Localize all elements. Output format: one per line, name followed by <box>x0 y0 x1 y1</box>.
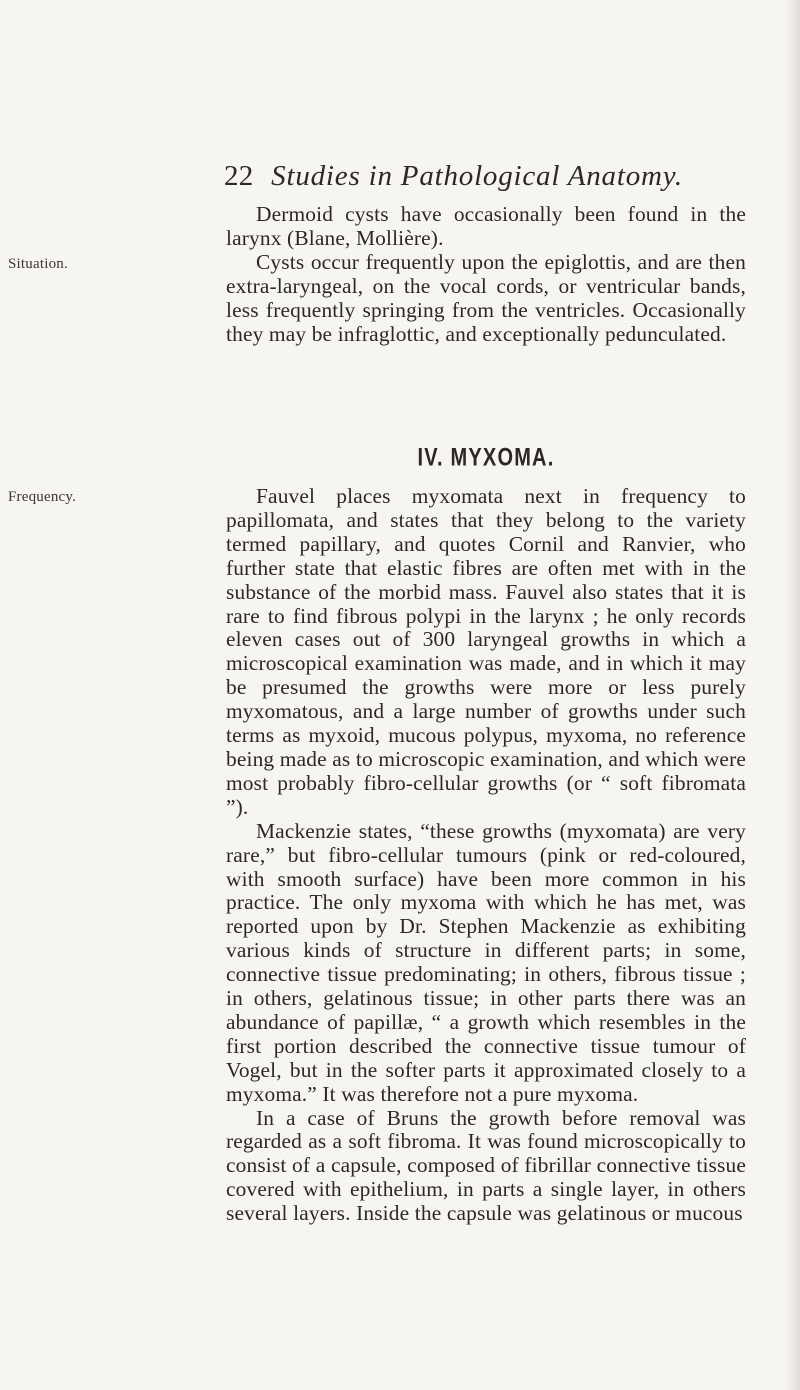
running-title: Studies in Pathological Anatomy. <box>271 160 683 192</box>
paragraph-fauvel: Fauvel places myxomata next in frequency to papillomata, and states that they belong to the variety termed papillary, and quotes Cornil and Ranvier, who further state that elastic fibres are often met with in the substance of the morbid mass. Fauvel also states that it is rare to find fibrous polypi in the larynx ; he only records eleven cases out of 300 laryngeal growths in which a microscopical examination was made, and in which it may be presumed the growths were more or less purely myxomatous, and a large number of growths under such terms as myxoid, mucous polypus, myxoma, no reference being made as to microscopic examination, and which were most probably fibro-cellular growths (or “ soft fibromata ”). <box>226 484 746 819</box>
paragraph-cysts: Cysts occur frequently upon the epiglottis, and are then extra-laryngeal, on the vocal cords, or ventricular bands, less frequently springing from the ventricles. Occasionally they may be infraglottic, and exceptionally pedunculated. <box>226 249 746 346</box>
paragraph-mackenzie: Mackenzie states, “these growths (myxomata) are very rare,” but fibro-cellular tumours (pink or red-coloured, with smooth surface) have been more common in his practice. The only myxoma with which he has met, was reported upon by Dr. Stephen Mackenzie as exhibiting various kinds of structure in different parts; in some, connective tissue predominating; in others, fibrous tissue ; in others, gelatinous tissue; in other parts there was an abundance of papillæ, “ a growth which resembles in the first portion described the connective tissue tumour of Vogel, but in the softer parts it approximated closely to a myxoma.” It was therefore not a pure myxoma. <box>226 818 746 1106</box>
opening-text-block <box>226 203 746 346</box>
running-header <box>224 160 744 193</box>
page-number: 22 <box>224 160 254 192</box>
paragraph-dermoid: Dermoid cysts have occasionally been found in the larynx (Blane, Mollière). <box>226 202 746 250</box>
section-heading: IV. MYXOMA. <box>417 444 555 472</box>
page-edge-shadow <box>786 0 800 1390</box>
margin-note-frequency: Frequency. <box>8 489 77 505</box>
paragraph-bruns: In a case of Bruns the growth before removal was regarded as a soft fibroma. It was found microscopically to consist of a capsule, composed of fibrillar connective tissue covered with epithelium, in parts a single layer, in others several layers. Inside the capsule was gelatinous or mucous <box>226 1105 746 1226</box>
myxoma-text-block <box>226 485 746 1226</box>
margin-note-situation: Situation. <box>8 256 68 272</box>
